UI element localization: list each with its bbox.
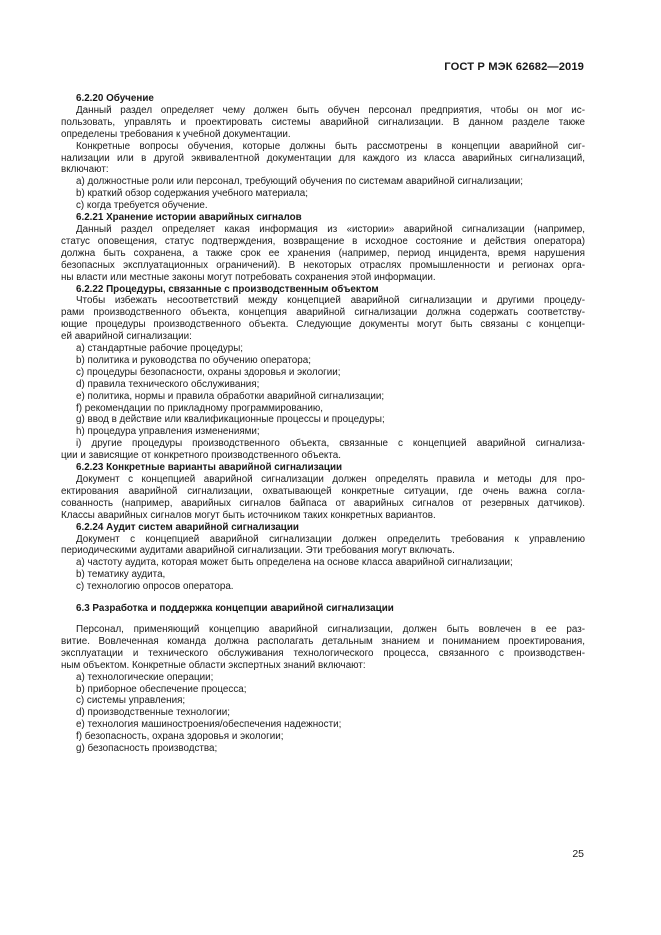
- list-item: f) безопасность, охрана здоровья и экологии;: [76, 731, 284, 743]
- paragraph-line: Персонал, применяющий концепцию аварийной сигнализации, должен быть вовлечен в ее раз-: [76, 623, 585, 635]
- section-heading: 6.3 Разработка и поддержка концепции аварийной сигнализации: [76, 603, 394, 615]
- paragraph: [61, 140, 585, 177]
- paragraph-line: статус оповещения, статус подтверждения, возвращение в исходное состояние и действия оператора): [61, 235, 585, 247]
- section-s6221: [61, 212, 585, 283]
- list-item: c) когда требуется обучение.: [76, 200, 208, 212]
- paragraph-line: i) другие процедуры производственного объекта, связанные с концепцией аварийной сигнализа-: [76, 438, 585, 450]
- list-item: b) политика и руководства по обучению оператора;: [76, 354, 311, 366]
- paragraph-line: ей аварийной сигнализации:: [61, 331, 192, 343]
- paragraph-line: ны власти или местные законы могут потребовать сохранения этой информации.: [61, 271, 436, 283]
- list-item: g) ввод в действие или квалификационные процессы и процедуры;: [76, 414, 385, 426]
- list-item: f) рекомендации по прикладному программированию,: [76, 402, 323, 414]
- list-item: e) технология машиностроения/обеспечения надежности;: [76, 719, 342, 731]
- section-heading: 6.2.20 Обучение: [76, 93, 154, 104]
- document-body: [61, 93, 585, 755]
- list-item: b) краткий обзор содержания учебного материала;: [76, 188, 308, 200]
- paragraph-line: безопасных эксплуатационных ограничений). В некоторых отраслях промышленности и регионах орга-: [61, 259, 585, 271]
- list: [76, 343, 585, 438]
- paragraph: [61, 295, 585, 343]
- list-item: a) стандартные рабочие процедуры;: [76, 343, 244, 355]
- section-s6223: [61, 462, 585, 522]
- page-number: 25: [572, 848, 584, 860]
- paragraph: [61, 474, 585, 522]
- paragraph-line: Документ с концепцией аварийной сигнализации должен определять правила и методы для про-: [76, 474, 585, 485]
- paragraph-line: определены требования к учебной документации.: [61, 128, 291, 140]
- section-s63: [61, 603, 585, 755]
- paragraph-line: эксплуатации и технического обслуживания технологического процесса, связанного с производствен-: [61, 647, 585, 659]
- paragraph-line: ции и зависящие от конкретного производственного объекта.: [61, 450, 341, 462]
- list-item: c) технологию опросов оператора.: [76, 581, 234, 593]
- section-s6220: [61, 93, 585, 212]
- section-s6222: [61, 283, 585, 463]
- paragraph-line: должна быть сохранена, а также срок ее хранения (например, период инцидента, время нарушения: [61, 247, 585, 259]
- paragraph: [61, 533, 585, 558]
- paragraph: [61, 223, 585, 284]
- section-heading: 6.2.23 Конкретные варианты аварийной сигнализации: [76, 462, 343, 474]
- section-s6224: [61, 521, 585, 593]
- paragraph-line: сованность (например, аварийных сигналов байпаса от аварийных сигналов от резервных датчиков).: [61, 497, 585, 509]
- section-heading: 6.2.21 Хранение истории аварийных сигналов: [76, 212, 302, 224]
- list-item: c) системы управления;: [76, 695, 186, 707]
- paragraph-line: включают:: [61, 164, 109, 176]
- list-item: e) политика, нормы и правила обработки аварийной сигнализации;: [76, 390, 385, 402]
- list-item: c) процедуры безопасности, охраны здоровья и экологии;: [76, 366, 341, 378]
- list-item: a) должностные роли или персонал, требующий обучения по системам аварийной сигнализации;: [76, 176, 524, 188]
- list-item: a) технологические операции;: [76, 671, 214, 683]
- document-header-standard: ГОСТ Р МЭК 62682—2019: [444, 61, 584, 73]
- list-item: b) тематику аудита,: [76, 569, 166, 581]
- paragraph-line: нализации или в другой эквивалентной документации для каждого из класса аварийных сигнализаций,: [61, 152, 585, 164]
- paragraph-line: Чтобы избежать несоответствий между концепцией аварийной сигнализации и другими процеду-: [76, 295, 585, 307]
- list-item: d) производственные технологии;: [76, 707, 231, 719]
- list: [76, 176, 585, 212]
- list-item: h) процедура управления изменениями;: [76, 426, 260, 438]
- list-item: a) частоту аудита, которая может быть определена на основе класса аварийной сигнализации;: [76, 557, 513, 569]
- list-item: b) приборное обеспечение процесса;: [76, 683, 247, 695]
- paragraph-line: Данный раздел определяет чему должен быть обучен персонал предприятия, чтобы он мог ис-: [76, 104, 585, 116]
- paragraph-line: Классы аварийных сигналов могут быть источником таких конкретных вариантов.: [61, 509, 436, 521]
- paragraph-line: пользовать, управлять и проектировать системы аварийной сигнализации. В данном разделе также: [61, 116, 585, 128]
- list: [76, 557, 585, 593]
- paragraph: [61, 104, 585, 141]
- paragraph: [61, 438, 585, 462]
- list: [76, 672, 585, 755]
- paragraph: [61, 623, 585, 672]
- paragraph-line: периодическими аудитами аварийной сигнализации. Эти требования могут включать.: [61, 545, 455, 557]
- paragraph-line: ным объектом. Конкретные области экспертных знаний включают:: [61, 659, 366, 671]
- paragraph-line: витие. Вовлеченная команда должна располагать детальным знанием и пониманием проектирования,: [61, 635, 585, 647]
- paragraph-line: Конкретные вопросы обучения, которые должны быть рассмотрены в концепции аварийной сиг-: [76, 140, 585, 152]
- list-item: g) безопасность производства;: [76, 743, 218, 755]
- paragraph-line: ющие процедуры производственного объекта. Следующие документы могут быть связаны с концепци-: [61, 319, 585, 331]
- section-heading: 6.2.22 Процедуры, связанные с производственным объектом: [76, 283, 379, 295]
- paragraph-line: ектирования аварийной сигнализации, охватывающей конкретные ситуации, где очень важна согла-: [61, 485, 585, 497]
- list-item: d) правила технического обслуживания;: [76, 378, 260, 390]
- paragraph-line: Данный раздел определяет какая информация из «истории» аварийной сигнализации (например,: [76, 223, 585, 235]
- paragraph-line: рами производственного объекта, концепция аварийной сигнализации должна содержать соответству-: [61, 307, 585, 319]
- section-heading: 6.2.24 Аудит систем аварийной сигнализации: [76, 521, 299, 533]
- paragraph-line: Документ с концепцией аварийной сигнализации должен определить требования к управлению: [76, 533, 585, 545]
